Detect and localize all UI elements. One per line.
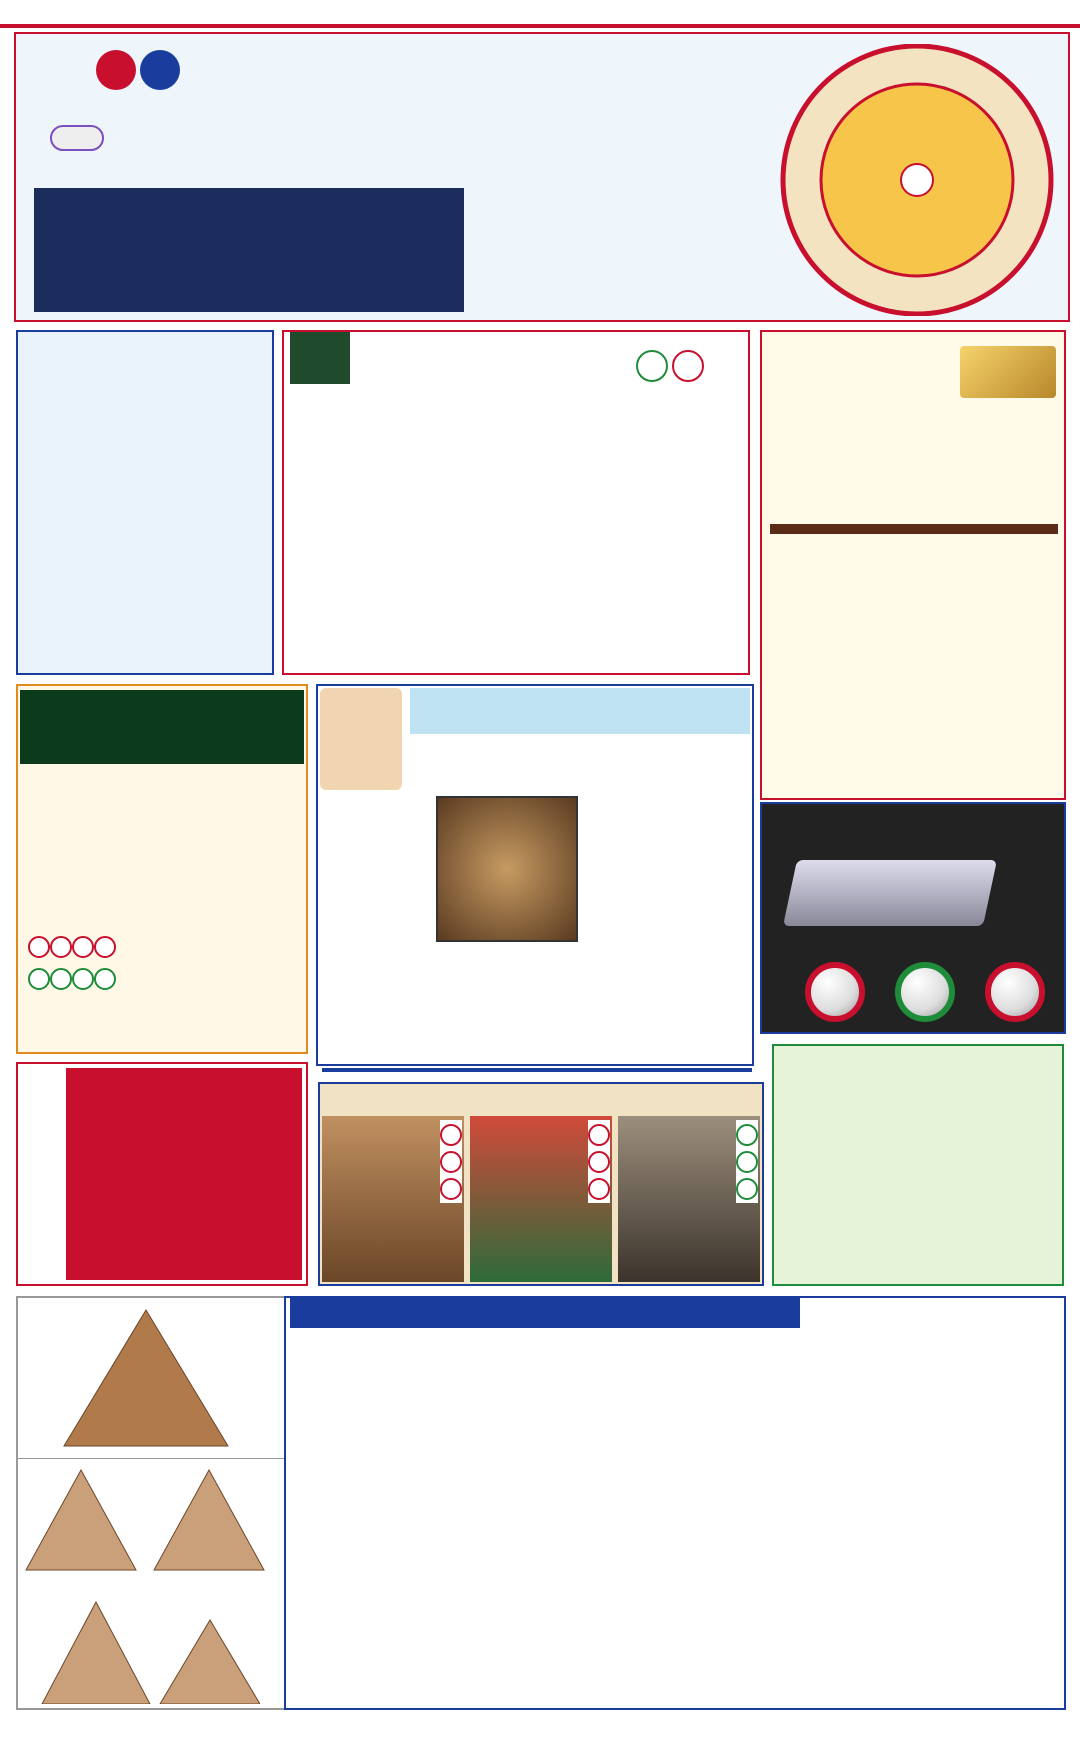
- results-panel: [284, 1296, 1066, 1710]
- jinmu-number-2: [672, 350, 704, 382]
- face-col-2: [582, 792, 750, 1050]
- keyboard-ball: [805, 962, 865, 1022]
- sanguo-provide-col: [736, 1120, 758, 1203]
- guan-yu-image: [470, 1116, 612, 1282]
- sanguo-ball: [588, 1151, 610, 1173]
- tracking-grid: [66, 1068, 302, 1280]
- mingshu-ball: [72, 968, 94, 990]
- zhang-fei-image: [618, 1116, 760, 1282]
- small-pyramid-1: [22, 1466, 140, 1576]
- trend-grid: [36, 208, 462, 212]
- badge-sheng: [96, 50, 136, 90]
- zodiac-wheel: [768, 44, 1066, 316]
- trend-header: [36, 190, 462, 208]
- sanguo-ball: [440, 1124, 462, 1146]
- keyboard-ball: [895, 962, 955, 1022]
- top-bar: [0, 0, 1080, 28]
- keyboard-icon: [783, 860, 997, 926]
- mingshu-ball: [94, 936, 116, 958]
- sanguo-ball: [736, 1178, 758, 1200]
- jinmu-tag: [290, 332, 350, 384]
- results-title: [290, 1298, 800, 1328]
- jinmu-numbers: [636, 350, 704, 385]
- dream-header-2: [988, 524, 1058, 534]
- badge-xiao: [140, 50, 180, 90]
- dream-header-1: [770, 524, 988, 534]
- zixuan-panel: [772, 1044, 1064, 1286]
- mingshu-ball: [72, 936, 94, 958]
- mingshu-banner: [20, 690, 304, 764]
- sanguo-figures: [322, 1116, 760, 1282]
- sanguo-ball: [440, 1151, 462, 1173]
- mingshu-ball: [28, 936, 50, 958]
- jinmu-col-1: [290, 392, 520, 666]
- mingshu-ball: [50, 936, 72, 958]
- dream-panel: [760, 330, 1066, 800]
- face-title-bg: [410, 688, 750, 734]
- zodiac-wheel-svg: [768, 44, 1066, 316]
- mingshu-line-1: [28, 936, 116, 963]
- pyramid-partial: [40, 1600, 260, 1704]
- liu-bei-image: [322, 1116, 464, 1282]
- sanguo-ball: [736, 1124, 758, 1146]
- trend-panel: [34, 188, 464, 312]
- keyboard-balls: [790, 962, 1060, 1022]
- sanguo-ball: [588, 1124, 610, 1146]
- jinmu-number-1: [636, 350, 668, 382]
- jinmu-col-2: [528, 392, 744, 614]
- keyboard-ball: [985, 962, 1045, 1022]
- zodiac-badges: [96, 50, 180, 93]
- liuhe-grid: [24, 474, 266, 670]
- sanguo-ball: [440, 1178, 462, 1200]
- mingshu-line-2: [28, 968, 116, 995]
- mingshu-ball: [94, 968, 116, 990]
- sanguo-provide-col: [588, 1120, 610, 1203]
- sanguo-ball: [736, 1151, 758, 1173]
- mingshu-ball: [50, 968, 72, 990]
- mingshu-ball: [28, 968, 50, 990]
- main-pyramid: [60, 1306, 232, 1450]
- faces-illustration: [320, 688, 402, 790]
- pyramid-divider: [18, 1458, 288, 1459]
- face-col-1a: [322, 792, 432, 1054]
- mask-face-image: [436, 796, 578, 942]
- sanguo-ball: [588, 1178, 610, 1200]
- dream-header-row: [770, 524, 1058, 534]
- pointing-hand-icon: [50, 125, 104, 151]
- gold-bar-icon: [960, 346, 1056, 398]
- face-foot-2: [322, 1068, 752, 1072]
- small-pyramid-2: [150, 1466, 268, 1576]
- sanguo-provide-col: [440, 1120, 462, 1203]
- dream-table: [770, 524, 1058, 534]
